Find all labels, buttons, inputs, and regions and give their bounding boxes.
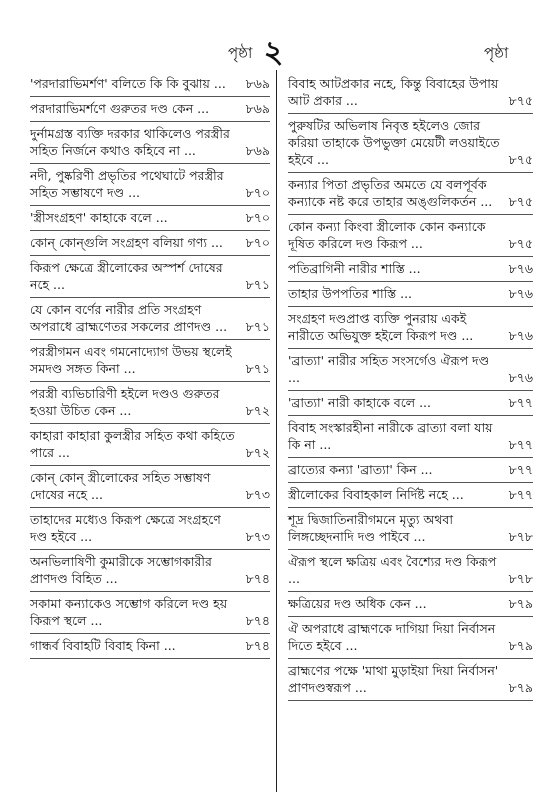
- entry-page-number: ৮৭৬: [508, 286, 533, 301]
- entry-text: কোন্ কোন্গুলি সংগ্রহণ বলিয়া গণ্য ...: [30, 235, 223, 250]
- index-entry: [30, 122, 270, 164]
- entry-page-number: ৮৬৯: [245, 143, 270, 158]
- entry-page-number: ৮৭৮: [508, 529, 533, 544]
- entry-page-number: ৮৭৯: [508, 596, 533, 611]
- entry-text: ব্রাহ্মণের পক্ষে 'মাথা মুড়াইয়া দিয়া নির্বাসন' প্রাণদণ্ডস্বরূপ ...: [288, 663, 499, 695]
- left-index-column: [30, 72, 270, 659]
- entry-text: তাহার উপপতির শাস্তি ...: [288, 286, 413, 301]
- entry-page-number: ৮৭৭: [508, 487, 533, 502]
- index-entry: [30, 164, 270, 206]
- index-entry: [288, 659, 533, 701]
- index-entry: [30, 550, 270, 592]
- entry-text: গান্ধর্ব বিবাহটি বিবাহ কিনা ...: [30, 638, 176, 653]
- entry-text: 'ব্রাত্যা' নারী কাহাকে বলে ...: [288, 395, 431, 410]
- entry-page-number: ৮৭৫: [508, 93, 533, 108]
- entry-text: ঐ অপরাধে ব্রাহ্মণকে দাগিয়া দিয়া নির্বাসন দিতে হইবে ...: [288, 621, 496, 653]
- entry-page-number: ৮৭৮: [508, 571, 533, 586]
- index-entry: [288, 617, 533, 659]
- entry-page-number: ৮৭১: [245, 277, 270, 292]
- index-entry: [288, 72, 533, 114]
- entry-text: কোন কন্যা কিংবা স্ত্রীলোক কোন কন্যাকে দূষিত করিলে দণ্ড কিরূপ ...: [288, 219, 486, 251]
- entry-page-number: ৮৭৭: [508, 437, 533, 452]
- entry-text: বিবাহ আটপ্রকার নহে, কিন্তু বিবাহের উপায় আট প্রকার ...: [288, 76, 499, 108]
- entry-page-number: ৮৭৭: [508, 395, 533, 410]
- right-index-column: [288, 72, 533, 701]
- entry-text: কন্যার পিতা প্রভৃতির অমতে যে বলপূর্বক কন্যাকে নষ্ট করে তাহার অঙ্গুলিকর্তন ...: [288, 177, 493, 209]
- index-entry: [288, 349, 533, 391]
- column-divider: [276, 70, 277, 792]
- entry-text: নদী, পুষ্করিণী প্রভৃতির পথেঘাটে পরস্ত্রীর সহিত সম্ভাষণে দণ্ড ...: [30, 168, 224, 200]
- entry-page-number: ৮৬৯: [245, 76, 270, 91]
- entry-page-number: ৮৭৯: [508, 680, 533, 695]
- index-entry: [288, 550, 533, 592]
- entry-text: পুরুষটির অভিলাষ নিবৃত্ত হইলেও জোর করিয়া তাহাকে উপভুক্তা মেয়েটী লওয়াইতে হইবে ...: [288, 118, 500, 167]
- index-entry: [288, 114, 533, 173]
- entry-text: যে কোন বর্ণের নারীর প্রতি সংগ্রহণ অপরাধে ব্রাহ্মণেতর সকলের প্রাণদণ্ড ...: [30, 302, 228, 334]
- index-entry: [288, 215, 533, 257]
- entry-page-number: ৮৭১: [245, 361, 270, 376]
- index-entry: [30, 298, 270, 340]
- entry-page-number: ৮৭৩: [245, 529, 270, 544]
- entry-page-number: ৮৭৪: [245, 571, 270, 586]
- entry-page-number: ৮৭৩: [245, 487, 270, 502]
- entry-page-number: ৮৭৬: [508, 261, 533, 276]
- entry-page-number: ৮৭২: [245, 445, 270, 460]
- entry-text: 'পরদারাভিমর্শণ' বলিতে কি কি বুঝায় ...: [30, 76, 226, 91]
- index-entry: [30, 508, 270, 550]
- index-entry: [30, 634, 270, 659]
- entry-text: বিবাহ সংস্কারহীনা নারীকে ব্রাত্যা বলা যায় কি না ...: [288, 420, 493, 452]
- entry-text: সকামা কন্যাকেও সম্ভোগ করিলে দণ্ড হয় কিরূপ স্থলে ...: [30, 596, 228, 628]
- entry-page-number: ৮৭০: [245, 235, 270, 250]
- page-number: ২: [263, 35, 284, 70]
- index-entry: [288, 458, 533, 483]
- entry-text: 'স্ত্রীসংগ্রহণ' কাহাকে বলে ...: [30, 210, 168, 225]
- index-entry: [30, 97, 270, 122]
- entry-page-number: ৮৭৯: [508, 638, 533, 653]
- entry-text: পরস্ত্রীগমন এবং গমনোদ্যোগ উভয় স্থলেই সমদণ্ড সঙ্গত কিনা ...: [30, 344, 232, 376]
- entry-text: দুর্নামগ্রস্ত ব্যক্তি দরকার থাকিলেও পরস্ত্রীর সহিত নির্জনে কথাও কহিবে না ...: [30, 126, 230, 158]
- entry-page-number: ৮৭২: [245, 403, 270, 418]
- index-entry: [288, 391, 533, 416]
- index-entry: [30, 206, 270, 231]
- index-entry: [288, 592, 533, 617]
- index-entry: [288, 173, 533, 215]
- left-column-page-label: পৃষ্ঠা: [228, 44, 253, 62]
- entry-page-number: ৮৭৬: [508, 328, 533, 343]
- right-column-page-label: পৃষ্ঠা: [484, 44, 509, 62]
- entry-page-number: ৮৭৪: [245, 638, 270, 653]
- entry-page-number: ৮৭৫: [508, 236, 533, 251]
- index-entry: [30, 424, 270, 466]
- entry-page-number: ৮৭০: [245, 210, 270, 225]
- entry-page-number: ৮৭৫: [508, 194, 533, 209]
- index-entry: [288, 282, 533, 307]
- index-entry: [30, 592, 270, 634]
- index-entry: [30, 382, 270, 424]
- entry-page-number: ৮৭০: [245, 185, 270, 200]
- entry-text: পতিব্রাগিনী নারীর শাস্তি ...: [288, 261, 421, 276]
- entry-page-number: ৮৭৫: [508, 152, 533, 167]
- index-entry: [30, 466, 270, 508]
- entry-page-number: ৮৭৬: [508, 370, 533, 385]
- index-entry: [288, 483, 533, 508]
- entry-text: পরস্ত্রী ব্যভিচারিণী হইলে দণ্ডও গুরুতর হওয়া উচিত কেন ...: [30, 386, 220, 418]
- index-entry: [288, 257, 533, 282]
- index-entry: [30, 256, 270, 298]
- entry-page-number: ৮৭১: [245, 319, 270, 334]
- index-entry: [30, 231, 270, 256]
- entry-text: শূদ্র দ্বিজাতিনারীগমনে মৃত্যু অথবা লিঙ্গচ্ছেদনাদি দণ্ড পাইবে ...: [288, 512, 453, 544]
- entry-text: ঐরূপ স্থলে ক্ষত্রিয় এবং বৈশ্যের দণ্ড কিরূপ ...: [288, 554, 497, 586]
- entry-text: তাহাদের মধ্যেও কিরূপ ক্ষেত্রে সংগ্রহণে দণ্ড হইবে ...: [30, 512, 221, 544]
- entry-page-number: ৮৬৯: [245, 101, 270, 116]
- entry-text: পরদারাভিমর্শণে গুরুতর দণ্ড কেন ...: [30, 101, 210, 116]
- index-entry: [288, 508, 533, 550]
- entry-text: 'ব্রাত্যা' নারীর সহিত সংসর্গেও ঐরূপ দণ্ড ...: [288, 353, 490, 385]
- entry-page-number: ৮৭৭: [508, 462, 533, 477]
- entry-text: ক্ষত্রিয়ের দণ্ড অধিক কেন ...: [288, 596, 427, 611]
- entry-text: কাহারা কাহারা কুলস্ত্রীর সহিত কথা কহিতে পারে ...: [30, 428, 235, 460]
- entry-text: সংগ্রহণ দণ্ডপ্রাপ্ত ব্যক্তি পুনরায় একই নারীতে অভিযুক্ত হইলে কিরূপ দণ্ড ...: [288, 311, 474, 343]
- entry-text: কোন্ কোন্ স্ত্রীলোকের সহিত সম্ভাষণ দোষের নহে ...: [30, 470, 211, 502]
- entry-text: ব্রাত্যের কন্যা 'ব্রাত্যা' কিন ...: [288, 462, 433, 477]
- index-entry: [30, 72, 270, 97]
- index-entry: [288, 307, 533, 349]
- entry-page-number: ৮৭৪: [245, 613, 270, 628]
- index-entry: [288, 416, 533, 458]
- entry-text: স্ত্রীলোকের বিবাহকাল নির্দিষ্ট নহে ...: [288, 487, 464, 502]
- index-entry: [30, 340, 270, 382]
- entry-text: অনভিলাষিণী কুমারীকে সম্ভোগকারীর প্রাণদণ্ড বিহিত ...: [30, 554, 212, 586]
- entry-text: কিরূপ ক্ষেত্রে স্ত্রীলোকের অস্পর্শ দোষের নহে ...: [30, 260, 223, 292]
